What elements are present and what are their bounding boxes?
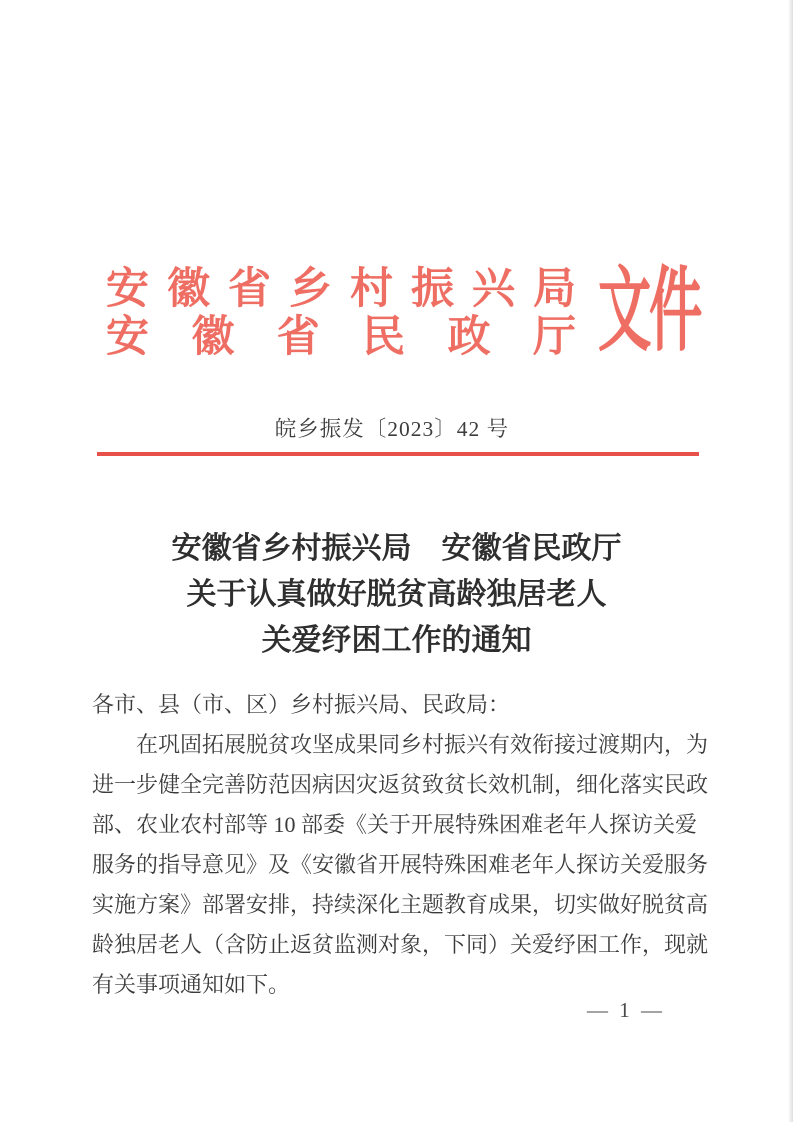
title-line-2: 关于认真做好脱贫高龄独居老人 [186,578,607,611]
agency-name-2: 安 徽 省 民 政 厅 [106,314,576,361]
salutation-line: 各市、县（市、区）乡村振兴局、民政局： [92,692,511,717]
body-line: 龄独居老人（含防止返贫监测对象，下同）关爱纾困工作，现就 [92,932,709,957]
document-number: 皖乡振发〔2023〕42 号 [274,417,510,441]
document-word: 文件 [598,260,701,362]
body-line: 进一步健全完善防范因病因灾返贫致贫长效机制，细化落实民政 [92,772,709,797]
document-body [92,685,708,1005]
body-line: 服务的指导意见》及《安徽省开展特殊困难老年人探访关爱服务 [92,852,709,877]
body-line: 在巩固拓展脱贫攻坚成果同乡村振兴有效衔接过渡期内，为 [136,732,709,757]
body-line: 有关事项通知如下。 [92,972,291,997]
body-line: 部、农业农村部等 10 部委《关于开展特殊困难老年人探访关爱 [92,812,698,837]
title-line-3: 关爱纾困工作的通知 [261,624,532,657]
page-number: — 1 — [587,998,665,1022]
body-line: 实施方案》部署安排，持续深化主题教育成果，切实做好脱贫高 [92,892,709,917]
title-line-1: 安徽省乡村振兴局 安徽省民政厅 [171,532,622,565]
scan-edge [788,0,793,1122]
document-title [0,526,793,664]
red-divider-line [97,452,699,456]
letterhead-agencies [106,266,576,362]
agency-name-1: 安 徽 省 乡 村 振 兴 局 [106,266,576,313]
